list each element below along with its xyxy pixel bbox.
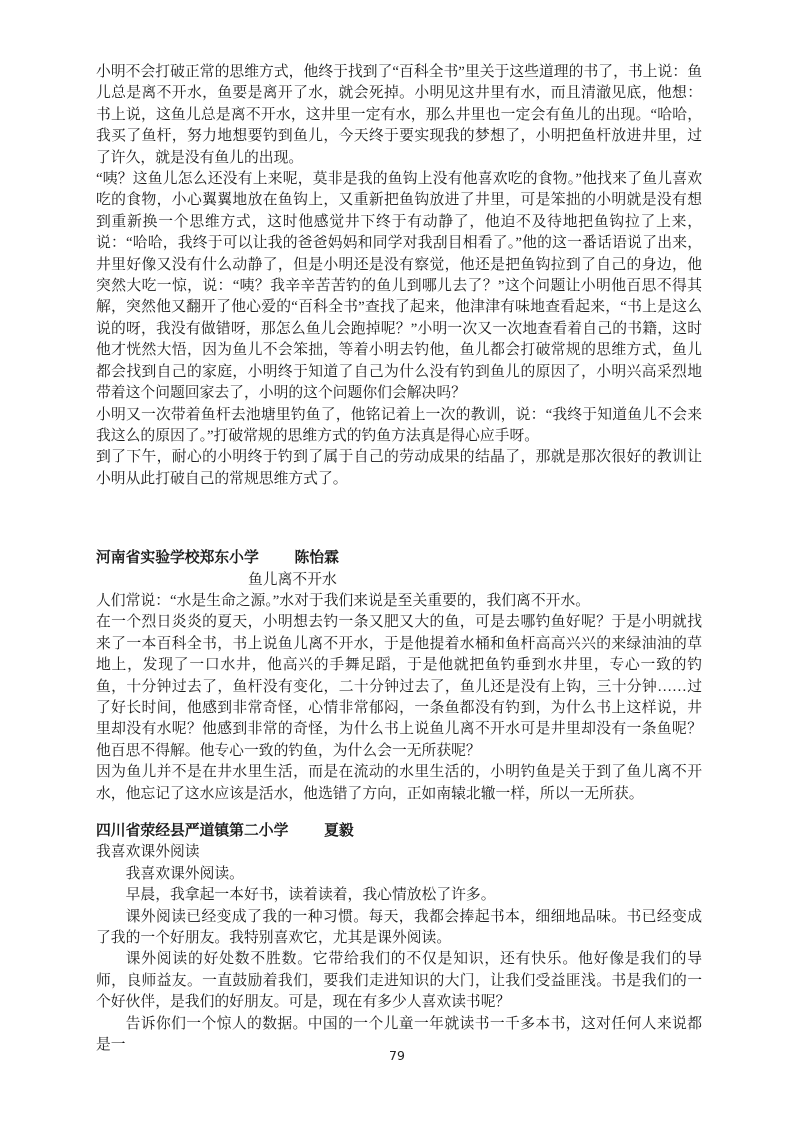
school-name: 四川省荥经县严道镇第二小学 [96,823,289,839]
school-name: 河南省实验学校郑东小学 [96,550,259,567]
essay-byline [96,821,702,842]
essay-title: 鱼儿离不开水 [248,571,337,588]
paragraph: 告诉你们一个惊人的数据。中国的一个儿童一年就读书一千多本书，这对任何人来说都是一 [96,1015,702,1054]
paragraph: 因为鱼儿并不是在井水里生活，而是在流动的水里生活的，小明钓鱼是关于到了鱼儿离不开水，他忘记了这水应该是活水，他选错了方向，正如南辕北辙一样，所以一无所获。 [96,764,702,802]
paragraph: 小明不会打破正常的思维方式，他终于找到了“百科全书”里关于这些道理的书了，书上说：鱼儿总是离不开水，鱼要是离开了水，就会死掉。小明见这井里有水，而且清澈见底，他想：书上说，这鱼儿总是离不开水，这井里一定有水，那么井里也一定会有鱼儿的出现。“哈哈，我买了鱼杆，努力地想要钓到鱼儿，今天终于要实现我的梦想了，小明把鱼杆放进井里，过了许久，就是没有鱼儿的出现。 [96,64,702,166]
paragraph: 课外阅读的好处数不胜数。它带给我们的不仅是知识，还有快乐。他好像是我们的导师，良师益友。一直鼓励着我们，要我们走进知识的大门，让我们受益匪浅。书是我们的一个好伙伴，是我们的好朋友。可是，现在有多少人喜欢读书呢？ [96,951,702,1011]
paragraph: 我喜欢课外阅读。 [125,865,244,882]
paragraph: 课外阅读已经变成了我的一种习惯。每天，我都会捧起书本，细细地品味。书已经变成了我的一个好朋友。我特别喜欢它，尤其是课外阅读。 [96,908,702,947]
essay-byline [96,548,702,569]
author-name: 陈怡霖 [294,550,339,567]
essay-3 [96,821,702,1056]
paragraph: 人们常说：“水是生命之源。”水对于我们来说是至关重要的，我们离不开水。 [96,592,591,609]
essay-2 [96,548,702,805]
paragraph: “咦？这鱼儿怎么还没有上来呢，莫非是我的鱼钩上没有他喜欢吃的食物。”他找来了鱼儿喜欢吃的食物，小心翼翼地放在鱼钩上，又重新把鱼钩放进了井里，可是笨拙的小明就是没有想到重新换一个思维方式，这时他感觉井下终于有动静了，他迫不及待地把鱼钩拉了上来，说：“哈哈，我终于可以让我的爸爸妈妈和同学对我刮目相看了。”他的这一番话语说了出来，井里好像又没有什么动静了，但是小明还是没有察觉，他还是把鱼钩拉到了自己的身边，他突然大吃一惊，说：“咦？我辛辛苦苦钓的鱼儿到哪儿去了？”这个问题让小明他百思不得其解，突然他又翻开了他心爱的“百科全书”查找了起来，他津津有味地查看起来，“书上是这么说的呀，我没有做错呀，那怎么鱼儿会跑掉呢？”小明一次又一次地查看着自己的书籍，这时他才恍然大悟，因为鱼儿不会笨拙，等着小明去钓他，鱼儿都会打破常规的思维方式，鱼儿都会找到自己的家庭，小明终于知道了自己为什么没有钓到鱼儿的原因了，小明兴高采烈地带着这个问题回家去了，小明的这个问题你们会解决吗？ [96,171,702,402]
page-content [96,62,702,1056]
page-number: 79 [389,1048,405,1063]
author-name: 夏毅 [324,823,354,839]
paragraph: 早晨，我拿起一本好书，读着读着，我心情放松了许多。 [125,887,496,904]
paragraph: 在一个烈日炎炎的夏天，小明想去钓一条又肥又大的鱼，可是去哪钓鱼好呢？于是小明就找来了一本百科全书，书上说鱼儿离不开水，于是他提着水桶和鱼杆高高兴兴的来绿油油的草地上，发现了一口水井，他高兴的手舞足蹈，于是他就把鱼钓垂到水井里，专心一致的钓鱼，十分钟过去了，鱼杆没有变化，二十分钟过去了，鱼儿还是没有上钩，三十分钟……过了好长时间，他感到非常奇怪，心情非常郁闷，一条鱼都没有钓到，为什么书上这样说，井里却没有水呢？他感到非常的奇怪，为什么书上说鱼儿离不开水可是井里却没有一条鱼呢？他百思不得解。他专心一致的钓鱼，为什么会一无所获呢？ [96,614,702,759]
essay-1 [96,62,702,490]
paragraph: 小明又一次带着鱼杆去池塘里钓鱼了，他铭记着上一次的教训，说：“我终于知道鱼儿不会来我这么的原因了。”打破常规的思维方式的钓鱼方法真是得心应手呀。 [96,406,702,444]
paragraph: 到了下午，耐心的小明终于钓到了属于自己的劳动成果的结晶了，那就是那次很好的教训让小明从此打破自己的常规思维方式了。 [96,449,702,487]
essay-title-line: 我喜欢课外阅读 [96,844,200,861]
